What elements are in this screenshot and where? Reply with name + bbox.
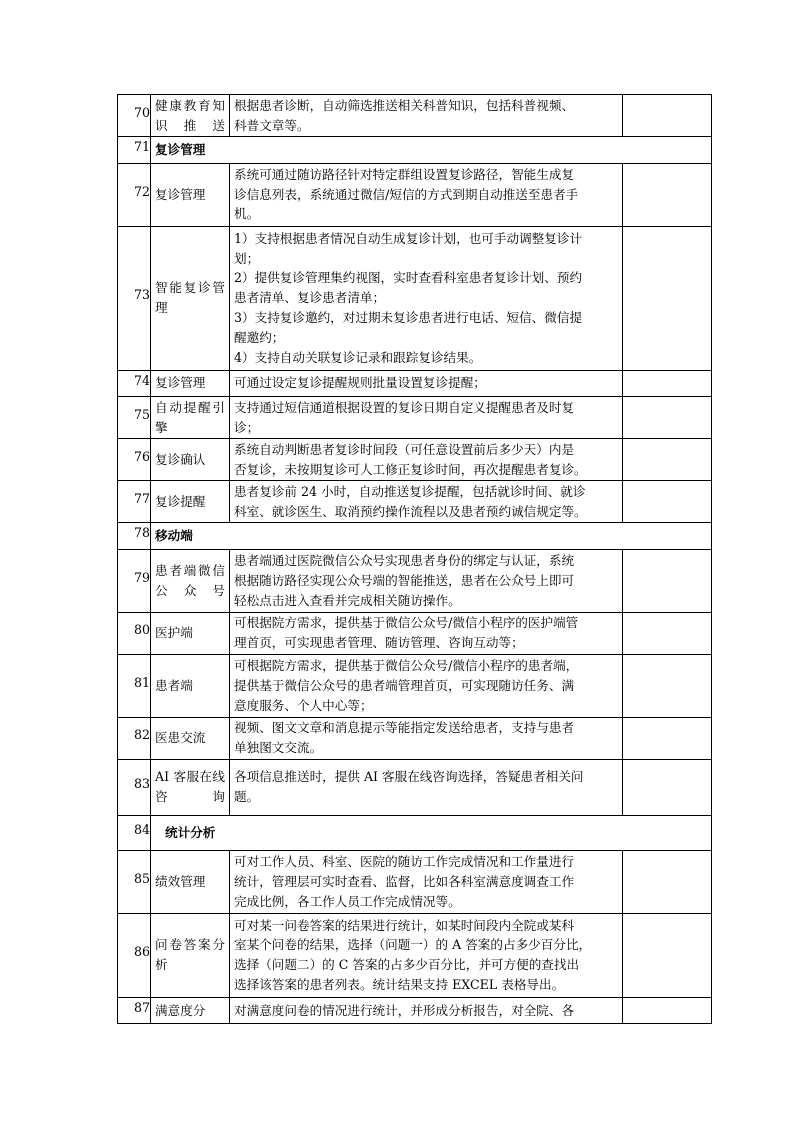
section-row — [118, 815, 712, 850]
row-number-text: 73 — [133, 287, 150, 303]
description-line: 机。 — [234, 206, 260, 222]
description-line: 1）支持根据患者情况自动生成复诊计划，也可手动调整复诊计 — [234, 230, 583, 246]
table-row — [118, 759, 712, 815]
table-row — [118, 612, 712, 654]
feature-name: 绩效管理 — [151, 850, 230, 913]
description-line: 提供基于微信公众号的患者端管理首页，可实现随访任务、满 — [234, 677, 575, 693]
table-row — [118, 654, 712, 717]
description-line: 可根据院方需求，提供基于微信公众号/微信小程序的患者端， — [234, 658, 579, 674]
description-line: 各项信息推送时，提供 AI 客服在线咨询选择，答疑患者相关问 — [234, 769, 584, 785]
blank-cell — [623, 549, 712, 612]
blank-cell — [623, 612, 712, 654]
feature-description — [230, 759, 623, 815]
row-number-text: 75 — [133, 406, 150, 422]
row-number — [118, 654, 151, 717]
blank-cell — [623, 439, 712, 481]
row-number — [118, 397, 151, 439]
feature-description — [230, 397, 623, 439]
description-line: 理首页，可实现患者管理、随访管理、咨询互动等； — [234, 635, 524, 651]
row-number — [118, 163, 151, 226]
description-line: 科普文章等。 — [234, 117, 310, 133]
feature-description — [230, 717, 623, 759]
row-number — [118, 612, 151, 654]
description-line: 醒邀约； — [234, 329, 285, 345]
row-number — [118, 370, 151, 397]
feature-name: 满意度分 — [151, 997, 230, 1024]
row-number-text: 83 — [133, 776, 150, 792]
row-number-text: 78 — [133, 525, 150, 541]
description-line: 对满意度问卷的情况进行统计，并形成分析报告，对全院、各 — [234, 1002, 575, 1018]
row-number-text: 74 — [133, 372, 150, 388]
feature-description — [230, 226, 623, 370]
blank-cell — [623, 997, 712, 1024]
table-row — [118, 717, 712, 759]
table-row — [118, 850, 712, 913]
description-line: 诊信息列表，系统通过微信/短信的方式到期自动推送至患者手 — [234, 186, 579, 202]
table-row — [118, 549, 712, 612]
row-number-text: 79 — [133, 569, 150, 585]
description-line: 2）提供复诊管理集约视图，实时查看科室患者复诊计划、预约 — [234, 270, 583, 286]
description-line: 选择（问题二）的 C 答案的占多少百分比，并可方便的查找出 — [234, 957, 580, 973]
row-number-text: 81 — [133, 674, 150, 690]
description-line: 诊； — [234, 419, 260, 435]
row-number — [118, 850, 151, 913]
blank-cell — [623, 913, 712, 997]
feature-description — [230, 95, 623, 137]
feature-description — [230, 913, 623, 997]
row-number-text: 70 — [133, 104, 150, 120]
feature-name: 医患交流 — [151, 717, 230, 759]
blank-cell — [623, 397, 712, 439]
description-line: 选择该答案的患者列表。统计结果支持 EXCEL 表格导出。 — [234, 977, 565, 993]
row-number-text: 87 — [133, 999, 150, 1015]
feature-name: 问卷答案分析 — [151, 913, 230, 997]
row-number-text: 84 — [133, 821, 150, 837]
section-title: 复诊管理 — [151, 137, 712, 164]
description-line: 系统自动判断患者复诊时间段（可任意设置前后多少天）内是 — [234, 441, 575, 457]
row-number — [118, 439, 151, 481]
row-number-text: 86 — [133, 944, 150, 960]
feature-description — [230, 654, 623, 717]
feature-description — [230, 850, 623, 913]
requirements-table — [117, 94, 712, 1024]
row-number — [118, 549, 151, 612]
feature-name: 复诊确认 — [151, 439, 230, 481]
row-number-text: 82 — [133, 727, 150, 743]
blank-cell — [623, 226, 712, 370]
row-number — [118, 95, 151, 137]
feature-name: 自动提醒引擎 — [151, 397, 230, 439]
row-number — [118, 815, 151, 850]
description-line: 划； — [234, 250, 260, 266]
requirements-table-body — [118, 95, 712, 1024]
description-line: 可根据院方需求，提供基于微信公众号/微信小程序的医护端管 — [234, 615, 579, 631]
description-line: 患者复诊前 24 小时，自动推送复诊提醒，包括就诊时间、就诊 — [234, 483, 586, 499]
table-row — [118, 95, 712, 137]
section-row — [118, 137, 712, 164]
description-line: 患者清单、复诊患者清单； — [234, 290, 386, 306]
row-number-text: 76 — [133, 448, 150, 464]
feature-name: 智能复诊管理 — [151, 226, 230, 370]
row-number-text: 85 — [133, 870, 150, 886]
blank-cell — [623, 654, 712, 717]
description-line: 4）支持自动关联复诊记录和跟踪复诊结果。 — [234, 349, 482, 365]
description-line: 根据随访路径实现公众号端的智能推送，患者在公众号上即可 — [234, 572, 575, 588]
description-line: 统计，管理层可实时查看、监督，比如各科室满意度调查工作 — [234, 873, 575, 889]
feature-name: AI 客服在线咨询 — [151, 759, 230, 815]
table-row — [118, 481, 712, 523]
description-line: 可通过设定复诊提醒规则批量设置复诊提醒； — [234, 375, 486, 391]
blank-cell — [623, 370, 712, 397]
row-number-text: 72 — [133, 183, 150, 199]
row-number — [118, 226, 151, 370]
description-line: 意度服务、个人中心等； — [234, 697, 373, 713]
table-row — [118, 370, 712, 397]
table-row — [118, 397, 712, 439]
blank-cell — [623, 717, 712, 759]
row-number — [118, 759, 151, 815]
feature-name: 患者端微信公众号 — [151, 549, 230, 612]
description-line: 视频、图文文章和消息提示等能指定发送给患者，支持与患者 — [234, 720, 575, 736]
description-line: 单独图文交流。 — [234, 740, 323, 756]
row-number-text: 71 — [133, 139, 150, 154]
description-line: 根据患者诊断，自动筛选推送相关科普知识，包括科普视频、 — [234, 97, 575, 113]
description-line: 可对某一问卷答案的结果进行统计，如某时间段内全院或某科 — [234, 917, 575, 933]
description-line: 室某个问卷的结果，选择（问题一）的 A 答案的占多少百分比， — [234, 937, 592, 953]
table-row — [118, 226, 712, 370]
table-row — [118, 163, 712, 226]
feature-description — [230, 481, 623, 523]
description-line: 题。 — [234, 789, 260, 805]
feature-name: 健康教育知识推送 — [151, 95, 230, 137]
feature-description — [230, 163, 623, 226]
feature-description — [230, 612, 623, 654]
feature-name: 复诊提醒 — [151, 481, 230, 523]
feature-description — [230, 549, 623, 612]
row-number — [118, 997, 151, 1024]
description-line: 系统可通过随访路径针对特定群组设置复诊路径，智能生成复 — [234, 166, 575, 182]
blank-cell — [623, 163, 712, 226]
row-number — [118, 913, 151, 997]
feature-name: 患者端 — [151, 654, 230, 717]
feature-description — [230, 370, 623, 397]
blank-cell — [623, 759, 712, 815]
description-line: 轻松点击进入查看并完成相关随访操作。 — [234, 592, 461, 608]
blank-cell — [623, 95, 712, 137]
row-number-text: 80 — [133, 622, 150, 638]
description-line: 否复诊，未按期复诊可人工修正复诊时间，再次提醒患者复诊。 — [234, 461, 587, 477]
description-line: 完成比例，各工作人员工作完成情况等。 — [234, 893, 461, 909]
section-title: 移动端 — [151, 523, 712, 550]
table-row — [118, 913, 712, 997]
row-number-text: 77 — [133, 490, 150, 506]
feature-name: 复诊管理 — [151, 163, 230, 226]
table-row — [118, 997, 712, 1024]
description-line: 科室、就诊医生、取消预约操作流程以及患者预约诚信规定等。 — [234, 503, 587, 519]
description-line: 3）支持复诊邀约，对过期未复诊患者进行电话、短信、微信提 — [234, 309, 583, 325]
row-number — [118, 717, 151, 759]
feature-name: 复诊管理 — [151, 370, 230, 397]
section-row — [118, 523, 712, 550]
description-line: 可对工作人员、科室、医院的随访工作完成情况和工作量进行 — [234, 854, 575, 870]
table-row — [118, 439, 712, 481]
row-number — [118, 523, 151, 550]
row-number — [118, 481, 151, 523]
description-line: 支持通过短信通道根据设置的复诊日期自定义提醒患者及时复 — [234, 399, 575, 415]
section-title: 统计分析 — [151, 815, 712, 850]
feature-description — [230, 997, 623, 1024]
blank-cell — [623, 481, 712, 523]
row-number — [118, 137, 151, 164]
feature-name: 医护端 — [151, 612, 230, 654]
description-line: 患者端通过医院微信公众号实现患者身份的绑定与认证，系统 — [234, 553, 575, 569]
blank-cell — [623, 850, 712, 913]
feature-description — [230, 439, 623, 481]
